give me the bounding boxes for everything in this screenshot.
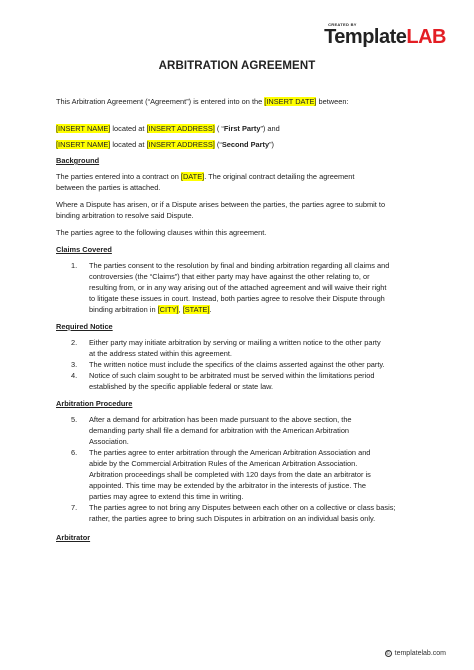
item-line: to litigate these issues in court. Instead, both parties agree to resolve their Dispute through — [89, 294, 385, 303]
logo-lab: LAB — [406, 26, 446, 48]
item-line: rather, the parties agree to bring such Disputes in arbitration on an individual basis only. — [89, 514, 376, 523]
item-line: at the address stated within this agreement. — [89, 349, 232, 358]
item-line: controversies (the “Claims”) that either party may have against the other relating to, or — [89, 272, 370, 281]
templatelab-logo — [324, 22, 446, 49]
item-number: 4. — [71, 371, 78, 380]
item-number: 3. — [71, 360, 78, 369]
item-line: Association. — [89, 437, 129, 446]
party2-mid-text: located at — [110, 140, 147, 149]
party1-label: First Party — [223, 124, 261, 133]
item-line: abide by the Commercial Arbitration Rules of the American Arbitration Association. — [89, 459, 358, 468]
item-number: 2. — [71, 338, 78, 347]
document-title: ARBITRATION AGREEMENT — [158, 60, 316, 72]
state-field: [STATE] — [182, 305, 210, 314]
claims-heading: Claims Covered — [56, 245, 112, 254]
party1-address-field: [INSERT ADDRESS] — [146, 124, 215, 133]
intro-text: This Arbitration Agreement (“Agreement”) is entered into on the — [56, 97, 265, 106]
logo-tagline: CREATED BY — [328, 22, 357, 27]
party1-name-field: [INSERT NAME] — [56, 124, 111, 133]
first-party-line — [56, 123, 426, 134]
logo-template: Template — [324, 26, 407, 48]
arbitrator-heading: Arbitrator — [56, 533, 91, 542]
footer-site-link[interactable]: templatelab.com — [394, 650, 446, 657]
list-item — [56, 260, 426, 315]
item-line: The parties agree to enter arbitration through the American Arbitration Association and — [89, 448, 371, 457]
party1-mid-text: located at — [110, 124, 147, 133]
list-item — [56, 370, 426, 392]
document-body — [56, 96, 426, 543]
background-p2-line1: Where a Dispute has arisen, or if a Dispute arises between the parties, the parties agree to submit to — [56, 200, 386, 209]
item-line: appointed. This time may be extended by the arbitrator in the interests of justice. The — [89, 481, 367, 490]
item-number: 1. — [71, 261, 78, 270]
party1-post-text: ”) and — [260, 124, 280, 133]
procedure-heading: Arbitration Procedure — [56, 399, 133, 408]
party2-name-field: [INSERT NAME] — [56, 140, 111, 149]
item-end: . — [209, 305, 212, 314]
item-line: Arbitration proceedings shall be completed with 120 days from the date an arbitrator is — [89, 470, 371, 479]
city-field: [CITY] — [157, 305, 179, 314]
notice-list — [56, 337, 426, 392]
background-heading: Background — [56, 156, 100, 165]
item-line: resulting from, or in any way arising out of the attached agreement and will waive their right — [89, 283, 387, 292]
contract-date-field: [DATE] — [180, 172, 205, 181]
logo-wordmark — [324, 26, 446, 49]
background-p1-text-cont: . The original contract detailing the agreement — [204, 172, 355, 181]
item-line: demanding party shall file a demand for arbitration with the American Arbitration — [89, 426, 350, 435]
claims-list — [56, 260, 426, 315]
list-item — [56, 447, 426, 502]
background-paragraph-1 — [56, 171, 426, 193]
item-line: established by the specific appliable federal or state law. — [89, 382, 274, 391]
copyright-icon: © — [386, 651, 390, 657]
item-line: The written notice must include the specifics of the claims asserted against the other party. — [89, 360, 385, 369]
party2-post-text: ”) — [269, 140, 275, 149]
item-line: binding arbitration in — [89, 305, 158, 314]
background-p1-line2: between the parties is attached. — [56, 183, 161, 192]
list-item — [56, 414, 426, 447]
background-p1-text: The parties entered into a contract on — [56, 172, 181, 181]
item-line: Either party may initiate arbitration by serving or mailing a written notice to the other party — [89, 338, 381, 347]
party2-address-field: [INSERT ADDRESS] — [146, 140, 215, 149]
insert-date-field: [INSERT DATE] — [264, 97, 317, 106]
item-line: The parties consent to the resolution by final and binding arbitration regarding all claims and — [89, 261, 390, 270]
second-party-line — [56, 139, 426, 150]
notice-heading: Required Notice — [56, 322, 113, 331]
list-item — [56, 502, 426, 524]
procedure-list — [56, 414, 426, 524]
party1-pre-text: ( “ — [214, 124, 224, 133]
item-number: 6. — [71, 448, 78, 457]
party2-pre-text: (“ — [214, 140, 222, 149]
background-p2-line2: binding arbitration to resolve said Dispute. — [56, 211, 194, 220]
item-number: 5. — [71, 415, 78, 424]
party2-label: Second Party — [221, 140, 270, 149]
background-paragraph-3: The parties agree to the following clauses within this agreement. — [56, 228, 267, 237]
item-number: 7. — [71, 503, 78, 512]
item-line: parties may agree to extend this time in writing. — [89, 492, 244, 501]
intro-text-end: between: — [316, 97, 349, 106]
item-line: Notice of such claim sought to be arbitrated must be served within the limitations period — [89, 371, 375, 380]
item-line: The parties agree to not bring any Disputes between each other on a collective or class basis; — [89, 503, 396, 512]
list-item — [56, 337, 426, 359]
background-paragraph-2 — [56, 199, 426, 221]
page-footer — [385, 650, 446, 657]
intro-paragraph — [56, 96, 426, 107]
item-separator: , — [178, 305, 183, 314]
item-line: After a demand for arbitration has been made pursuant to the above section, the — [89, 415, 352, 424]
list-item — [56, 359, 426, 370]
